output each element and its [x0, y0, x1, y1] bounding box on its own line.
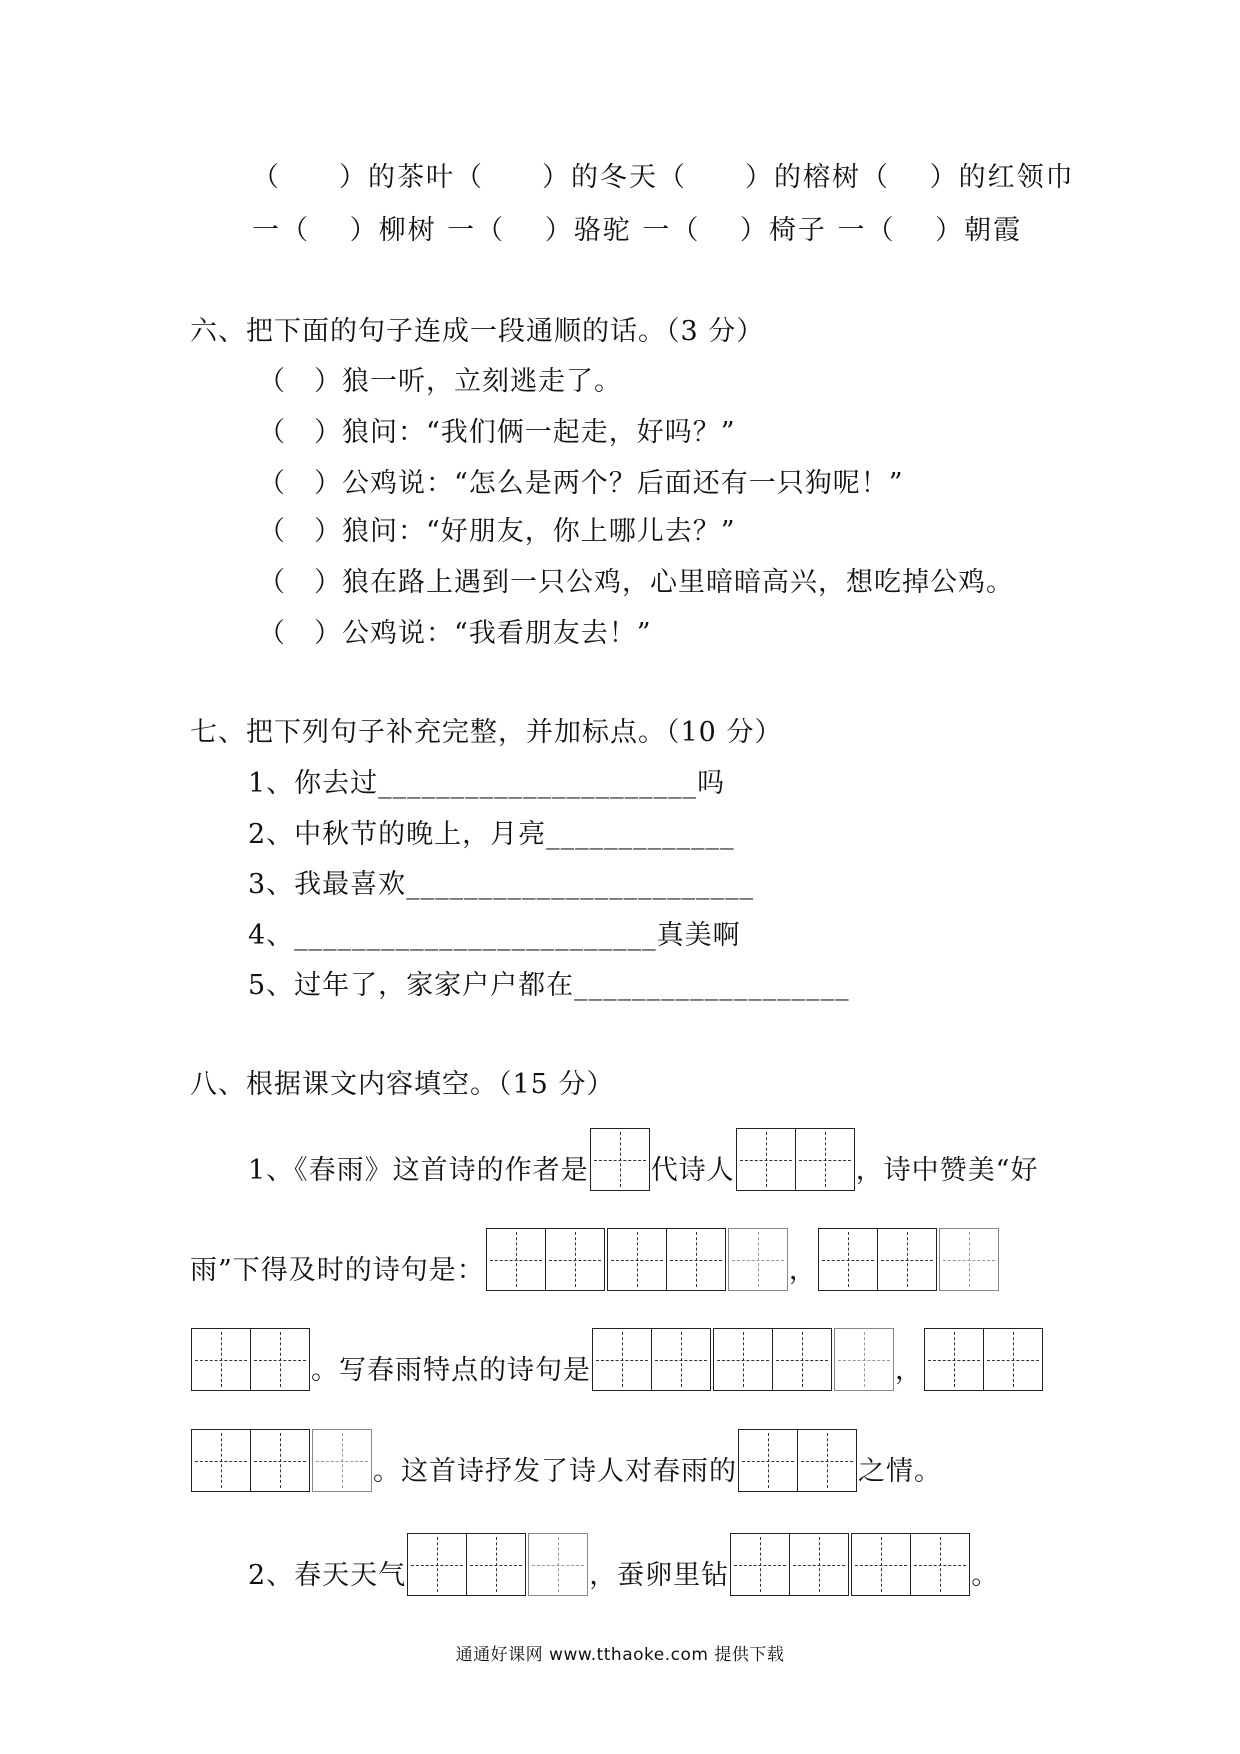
- tianzige-cell[interactable]: [877, 1229, 936, 1290]
- writing-box-group[interactable]: [924, 1328, 1043, 1391]
- writing-box-group[interactable]: [728, 1228, 788, 1291]
- section-7-item: 4、_________________________真美啊: [248, 920, 741, 951]
- section-8-line-2: [190, 1228, 1000, 1291]
- writing-box-group[interactable]: [528, 1533, 588, 1596]
- tianzige-cell[interactable]: [983, 1329, 1042, 1390]
- writing-box-group[interactable]: [730, 1533, 849, 1596]
- line-text: ，蚕卵里钻: [589, 1560, 730, 1591]
- section-8-heading: 八、根据课文内容填空。（15 分）: [190, 1069, 615, 1100]
- tianzige-cell[interactable]: [192, 1430, 250, 1491]
- line-text: 。: [971, 1560, 1000, 1591]
- line-text: 代诗人: [650, 1155, 735, 1186]
- tianzige-cell[interactable]: [910, 1534, 969, 1595]
- tianzige-cell[interactable]: [789, 1534, 848, 1595]
- tianzige-cell[interactable]: [250, 1430, 309, 1491]
- line-text: ，: [895, 1355, 923, 1386]
- tianzige-cell[interactable]: [250, 1329, 309, 1390]
- tianzige-cell[interactable]: [591, 1129, 649, 1190]
- writing-box-group[interactable]: [486, 1228, 605, 1291]
- line-text: ，诗中赞美“好: [855, 1155, 1039, 1186]
- tianzige-cell[interactable]: [192, 1329, 250, 1390]
- writing-box-group[interactable]: [939, 1228, 999, 1291]
- line-text: 雨”下得及时的诗句是：: [190, 1255, 485, 1286]
- tianzige-cell[interactable]: [545, 1229, 604, 1290]
- writing-box-group[interactable]: [407, 1533, 526, 1596]
- writing-box-group[interactable]: [312, 1429, 372, 1492]
- line-text: 。写春雨特点的诗句是: [311, 1355, 591, 1386]
- tianzige-cell[interactable]: [466, 1534, 525, 1595]
- section-8-line-4: [190, 1429, 942, 1492]
- section-6-item: （ ）狼问：“好朋友，你上哪儿去？”: [258, 516, 736, 547]
- tianzige-cell[interactable]: [608, 1229, 666, 1290]
- fill-row-adjectives: （ ）的茶叶（ ）的冬天（ ）的榕树（ ）的红领巾: [252, 162, 1075, 193]
- writing-box-group[interactable]: [191, 1429, 310, 1492]
- section-6-item: （ ）狼在路上遇到一只公鸡，心里暗暗高兴，想吃掉公鸡。: [258, 567, 1014, 598]
- tianzige-cell[interactable]: [737, 1129, 795, 1190]
- section-7-item: 3、我最喜欢________________________: [248, 869, 755, 900]
- section-6-item: （ ）公鸡说：“怎么是两个？后面还有一只狗呢！”: [258, 468, 904, 499]
- tianzige-cell[interactable]: [729, 1229, 787, 1290]
- tianzige-cell[interactable]: [731, 1534, 789, 1595]
- tianzige-cell[interactable]: [739, 1430, 797, 1491]
- section-8-line-1: [248, 1128, 1039, 1191]
- tianzige-cell[interactable]: [795, 1129, 854, 1190]
- tianzige-cell[interactable]: [651, 1329, 710, 1390]
- line-text: 1、《春雨》这首诗的作者是: [248, 1155, 589, 1186]
- tianzige-cell[interactable]: [487, 1229, 545, 1290]
- line-text: 。这首诗抒发了诗人对春雨的: [373, 1456, 737, 1487]
- tianzige-cell[interactable]: [593, 1329, 651, 1390]
- section-7-heading: 七、把下列句子补充完整，并加标点。（10 分）: [190, 717, 783, 748]
- tianzige-cell[interactable]: [408, 1534, 466, 1595]
- tianzige-cell[interactable]: [835, 1329, 893, 1390]
- tianzige-cell[interactable]: [925, 1329, 983, 1390]
- section-7-item: 2、中秋节的晚上，月亮_____________: [248, 819, 735, 850]
- tianzige-cell[interactable]: [666, 1229, 725, 1290]
- section-8-line-5: [248, 1533, 999, 1596]
- writing-box-group[interactable]: [713, 1328, 832, 1391]
- writing-box-group[interactable]: [736, 1128, 855, 1191]
- section-6-item: （ ）狼一听，立刻逃走了。: [258, 366, 622, 397]
- section-8-line-3: [190, 1328, 1044, 1391]
- tianzige-cell[interactable]: [797, 1430, 856, 1491]
- writing-box-group[interactable]: [191, 1328, 310, 1391]
- section-7-item: 1、你去过______________________吗: [248, 768, 726, 799]
- section-6-heading: 六、把下面的句子连成一段通顺的话。（3 分）: [190, 316, 765, 347]
- writing-box-group[interactable]: [607, 1228, 726, 1291]
- line-text: 2、春天天气: [248, 1560, 407, 1591]
- writing-box-group[interactable]: [851, 1533, 970, 1596]
- fill-row-measure-words: 一（ ）柳树 一（ ）骆驼 一（ ）椅子 一（ ）朝霞: [252, 215, 1023, 246]
- tianzige-cell[interactable]: [852, 1534, 910, 1595]
- section-6-item: （ ）狼问：“我们俩一起走，好吗？”: [258, 417, 736, 448]
- writing-box-group[interactable]: [590, 1128, 650, 1191]
- section-7-item: 5、过年了，家家户户都在___________________: [248, 970, 850, 1001]
- tianzige-cell[interactable]: [529, 1534, 587, 1595]
- tianzige-cell[interactable]: [772, 1329, 831, 1390]
- writing-box-group[interactable]: [738, 1429, 857, 1492]
- line-text: 之情。: [858, 1456, 942, 1487]
- tianzige-cell[interactable]: [313, 1430, 371, 1491]
- tianzige-cell[interactable]: [940, 1229, 998, 1290]
- tianzige-cell[interactable]: [819, 1229, 877, 1290]
- footer-source-note: 通通好课网 www.tthaoke.com 提供下载: [455, 1645, 785, 1665]
- writing-box-group[interactable]: [592, 1328, 711, 1391]
- line-text: ，: [788, 1255, 817, 1286]
- writing-box-group[interactable]: [834, 1328, 894, 1391]
- tianzige-cell[interactable]: [714, 1329, 772, 1390]
- writing-box-group[interactable]: [818, 1228, 937, 1291]
- section-6-item: （ ）公鸡说：“我看朋友去！”: [258, 618, 652, 649]
